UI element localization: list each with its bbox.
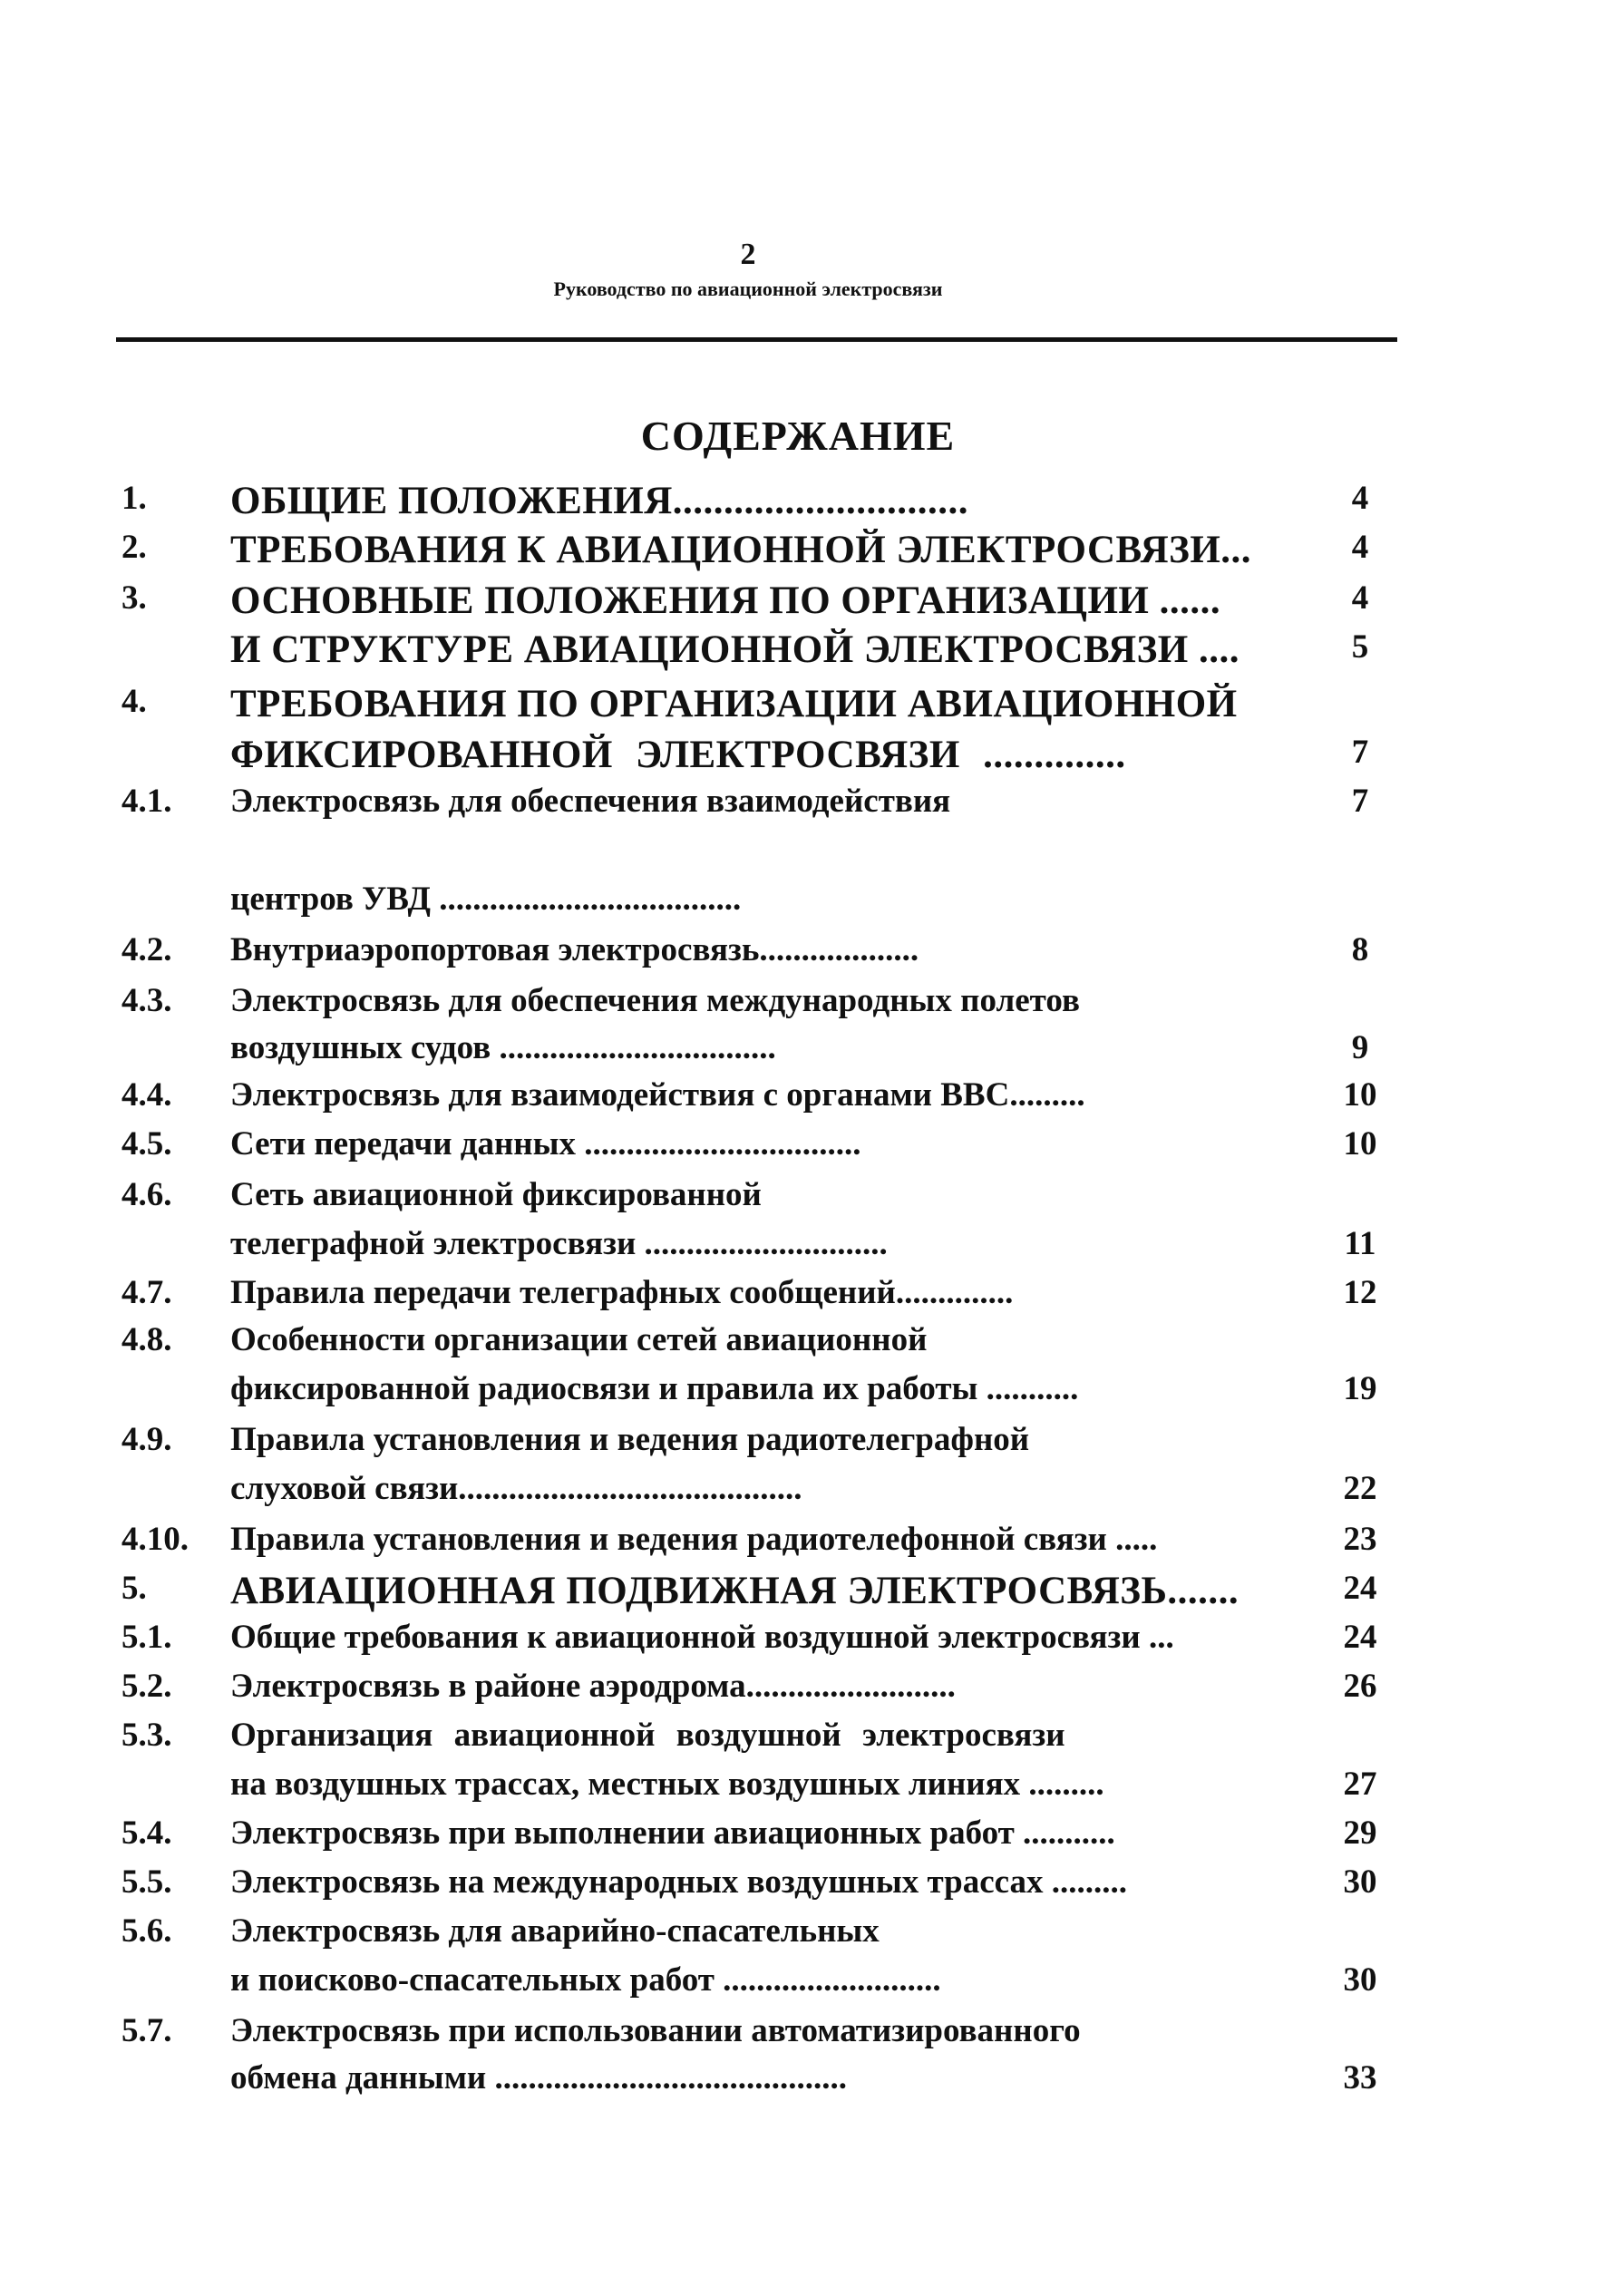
toc-entry [0,1960,1604,2011]
toc-entry-number: 4.7. [122,1274,172,1311]
toc-entry-page: 7 [1351,783,1369,820]
toc-entry [0,628,1604,678]
toc-entry-number: 2. [122,529,147,566]
toc-entry-title: Электросвязь на международных воздушных трассах ......... [230,1863,1128,1901]
toc-entry-title: Электросвязь при выполнении авиационных работ ........... [230,1814,1115,1852]
toc-entry-number: 5.3. [122,1717,172,1754]
toc-entry-page: 33 [1343,2059,1377,2097]
toc-entry-number: 4.2. [122,931,172,968]
toc-entry-title: Электросвязь в районе аэродрома......................... [230,1668,956,1705]
toc-entry-number: 4.9. [122,1421,172,1458]
toc-entry-title: Сеть авиационной фиксированной [230,1176,762,1213]
toc-entry-title: обмена данными .......................................... [230,2059,847,2097]
toc-entry-page: 4 [1351,480,1369,517]
toc-entry-number: 4.1. [122,783,172,820]
toc-entry [0,1667,1604,1717]
toc-entry-page: 11 [1344,1225,1376,1262]
toc-entry-page: 23 [1343,1521,1377,1558]
toc-entry-page: 27 [1343,1766,1377,1803]
toc-entry [0,1369,1604,1420]
toc-entry-number: 3. [122,579,147,617]
toc-entry-title: воздушных судов ................................. [230,1029,776,1066]
toc-entry-title: Общие требования к авиационной воздушной электросвязи ... [230,1619,1174,1656]
toc-entry [0,2011,1604,2062]
toc-entry [0,1320,1604,1371]
toc-entry [0,1912,1604,1962]
toc-entry-number: 4.10. [122,1521,189,1558]
toc-entry [0,479,1604,530]
toc-entry [0,1863,1604,1913]
toc-entry [0,579,1604,629]
toc-entry-number: 5.7. [122,2012,172,2049]
toc-entry-title: на воздушных трассах, местных воздушных линиях ......... [230,1766,1104,1803]
toc-entry-title: Сети передачи данных ................................. [230,1125,861,1163]
toc-entry-page: 9 [1351,1029,1369,1066]
toc-entry-number: 5.6. [122,1912,172,1950]
toc-entry-title: Электросвязь для взаимодействия с органами ВВС......... [230,1076,1085,1114]
toc-entry-number: 4.8. [122,1321,172,1358]
toc-entry-title: Внутриаэропортовая электросвязь................... [230,931,919,968]
toc-entry-page: 22 [1343,1470,1377,1507]
toc-entry-page: 12 [1343,1274,1377,1311]
toc-entry-title: фиксированной радиосвязи и правила их работы ........... [230,1370,1079,1407]
toc-entry-page: 24 [1343,1570,1377,1607]
toc-entry-number: 5.2. [122,1668,172,1705]
toc-entry-number: 4.5. [122,1125,172,1163]
toc-entry [0,1075,1604,1126]
toc-entry [0,1224,1604,1275]
toc-entry-number: 4.3. [122,982,172,1019]
toc-entry-number: 5.4. [122,1814,172,1852]
toc-entry-page: 10 [1343,1076,1377,1114]
toc-entry [0,1124,1604,1175]
toc-entry [0,682,1604,733]
toc-entry [0,528,1604,579]
toc-entry [0,930,1604,981]
toc-entry-title: И СТРУКТУРЕ АВИАЦИОННОЙ ЭЛЕКТРОСВЯЗИ .... [230,628,1239,671]
toc-entry-page: 7 [1351,734,1369,771]
toc-entry [0,1520,1604,1571]
toc-entry-page: 24 [1343,1619,1377,1656]
toc-entry-page: 5 [1351,628,1369,666]
toc-entry [0,1028,1604,1079]
toc-entry [0,2058,1604,2109]
toc-entry-page: 30 [1343,1863,1377,1901]
toc-entry [0,1569,1604,1620]
toc-entry-number: 4.4. [122,1076,172,1114]
toc-entry-title: Организация авиационной воздушной электросвязи [230,1717,1065,1754]
toc-entry-title: центров УВД .................................... [230,880,742,918]
toc-entry-page: 8 [1351,931,1369,968]
header-rule [116,337,1397,342]
toc-entry-number: 1. [122,480,147,517]
toc-entry-page: 30 [1343,1961,1377,1999]
toc-title: СОДЕРЖАНИЕ [640,413,956,459]
toc-entry-number: 4.6. [122,1176,172,1213]
toc-entry [0,1469,1604,1520]
toc-entry [0,1765,1604,1815]
toc-entry-page: 4 [1351,579,1369,617]
toc-entry-number: 5.1. [122,1619,172,1656]
toc-entry-title: ОБЩИЕ ПОЛОЖЕНИЯ............................. [230,480,969,522]
toc-entry-title: Правила установления и ведения радиотелеграфной [230,1421,1030,1458]
toc-entry-page: 4 [1351,529,1369,566]
toc-entry-title: АВИАЦИОННАЯ ПОДВИЖНАЯ ЭЛЕКТРОСВЯЗЬ....... [230,1570,1239,1612]
page-number: 2 [740,238,756,271]
toc-entry-page: 26 [1343,1668,1377,1705]
toc-entry-title: ТРЕБОВАНИЯ К АВИАЦИОННОЙ ЭЛЕКТРОСВЯЗИ... [230,529,1252,571]
toc-entry-page: 19 [1343,1370,1377,1407]
toc-entry-number: 5. [122,1570,147,1607]
toc-entry-title: Электросвязь при использовании автоматизированного [230,2012,1081,2049]
toc-entry [0,981,1604,1032]
toc-entry [0,880,1604,930]
toc-entry-title: Электросвязь для обеспечения взаимодействия [230,783,951,820]
toc-entry-title: Особенности организации сетей авиационной [230,1321,928,1358]
toc-entry-title: ТРЕБОВАНИЯ ПО ОРГАНИЗАЦИИ АВИАЦИОННОЙ [230,683,1238,725]
toc-entry-title: ОСНОВНЫЕ ПОЛОЖЕНИЯ ПО ОРГАНИЗАЦИИ ...... [230,579,1221,622]
running-title: Руководство по авиационной электросвязи [553,277,943,300]
toc-entry-page: 29 [1343,1814,1377,1852]
toc-entry [0,782,1604,832]
toc-entry [0,1175,1604,1226]
toc-entry-title: Правила передачи телеграфных сообщений.............. [230,1274,1014,1311]
toc-entry-page: 10 [1343,1125,1377,1163]
toc-entry-title: ФИКСИРОВАННОЙ ЭЛЕКТРОСВЯЗИ .............. [230,734,1126,776]
toc-entry-number: 4. [122,683,147,720]
toc-entry-title: слуховой связи......................................... [230,1470,802,1507]
toc-entry [0,1420,1604,1471]
toc-entry-title: и поисково-спасательных работ .......................... [230,1961,941,1999]
toc-entry [0,1814,1604,1864]
toc-entry-title: Электросвязь для аварийно-спасательных [230,1912,880,1950]
toc-entry [0,733,1604,783]
toc-entry-title: Правила установления и ведения радиотелефонной связи ..... [230,1521,1158,1558]
toc-entry-number: 5.5. [122,1863,172,1901]
toc-entry [0,1273,1604,1324]
toc-entry [0,1618,1604,1668]
toc-entry-title: телеграфной электросвязи ............................. [230,1225,888,1262]
toc-entry-title: Электросвязь для обеспечения международных полетов [230,982,1080,1019]
toc-entry [0,1716,1604,1766]
